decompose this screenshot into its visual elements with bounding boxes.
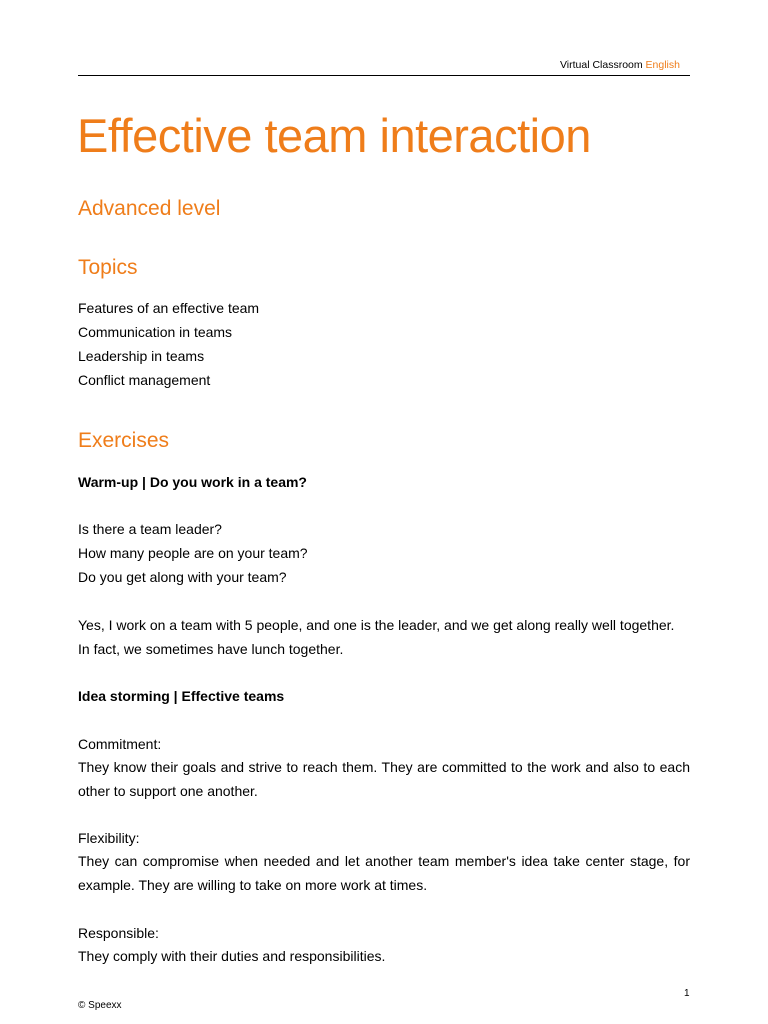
copyright-notice: © Speexx [78,1000,122,1011]
quality-term: Commitment: [78,736,162,752]
level-subtitle: Advanced level [78,197,221,220]
warmup-label: Warm-up | Do you work in a team? [78,474,307,490]
document-header [560,59,680,71]
page-number: 1 [684,988,690,999]
topic-item: Communication in teams [78,324,233,340]
warmup-question: Is there a team leader? [78,521,222,537]
warmup-answer-line: Yes, I work on a team with 5 people, and one is the leader, and we get along really well together. [78,617,675,633]
idea-storming-label: Idea storming | Effective teams [78,688,285,704]
quality-description: They know their goals and strive to reach them. They are committed to the work and also to each other to support one another. [78,759,690,799]
quality-description: They comply with their duties and responsibilities. [78,948,386,964]
topic-item: Features of an effective team [78,300,260,316]
header-brand: Virtual Classroom [559,59,643,71]
warmup-question: Do you get along with your team? [78,569,287,585]
quality-term: Flexibility: [78,830,140,846]
warmup-answer-line: In fact, we sometimes have lunch together. [78,641,344,657]
topic-item: Leadership in teams [78,348,205,364]
document-title: Effective team interaction [77,109,591,162]
header-divider [78,75,690,76]
quality-term: Responsible: [78,925,159,941]
exercises-heading: Exercises [78,429,170,452]
header-brand-accent: English [645,59,680,71]
quality-description: They can compromise when needed and let another team member's idea take center stage, for example. They are willing to take on more work at times. [78,853,690,893]
warmup-question: How many people are on your team? [78,545,308,561]
topics-heading: Topics [78,256,138,279]
topic-item: Conflict management [78,372,211,388]
